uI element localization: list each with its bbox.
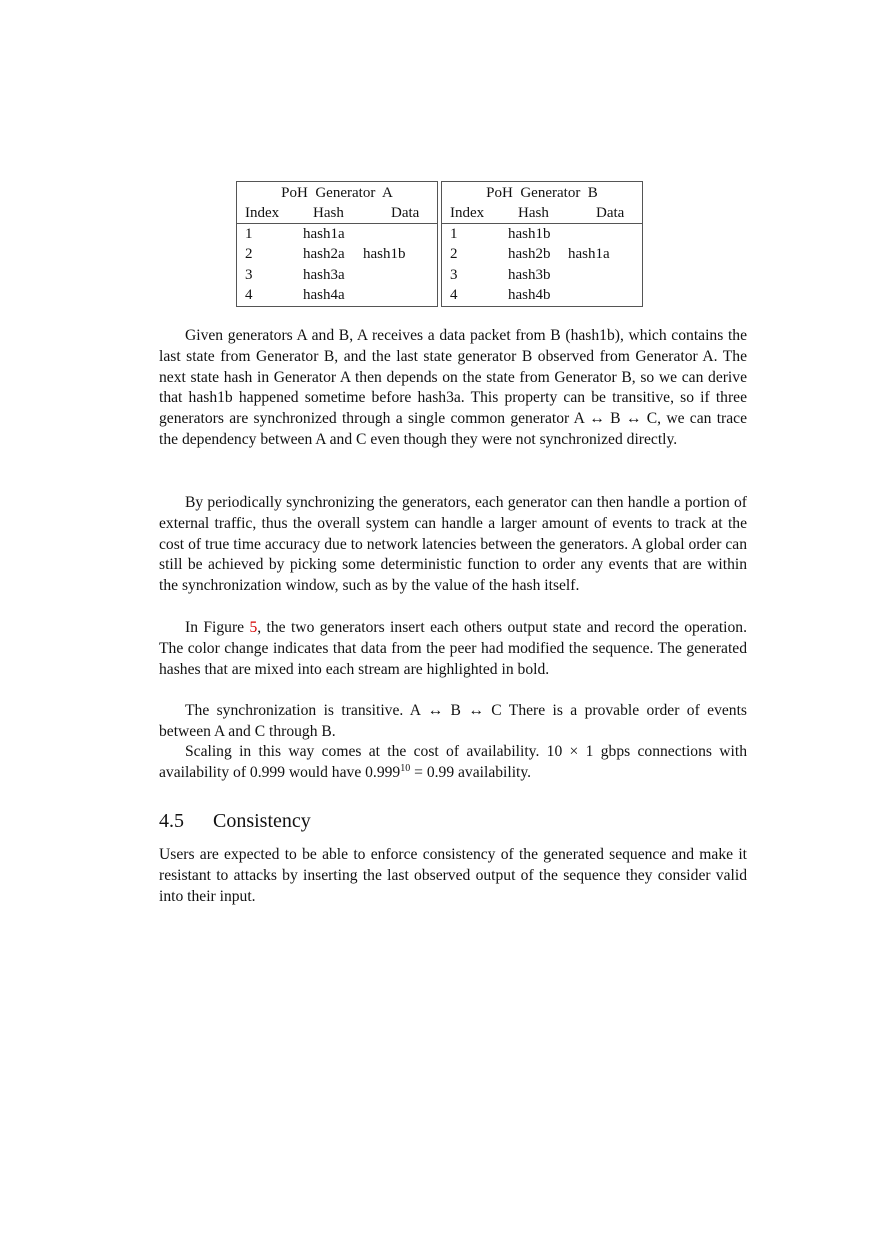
cell-hash: hash1a bbox=[303, 226, 345, 242]
table-row bbox=[442, 265, 642, 285]
header-hash: Hash bbox=[518, 205, 549, 221]
table-row bbox=[237, 285, 437, 305]
paragraph-text: , the two generators insert each others output state and record the operation. The color change indicates that data from the peer had modified the sequence. The generated hashes that are mixed into each stream are highlighted in bold. bbox=[159, 619, 748, 678]
figure-link[interactable]: 5 bbox=[249, 619, 258, 636]
table-row bbox=[237, 265, 437, 285]
exponent: 10 bbox=[400, 762, 411, 774]
cell-index: 4 bbox=[245, 287, 253, 303]
poh-generator-a-table bbox=[236, 181, 438, 307]
cell-index: 3 bbox=[245, 267, 253, 283]
paragraph-text: In Figure bbox=[185, 619, 250, 636]
poh-generator-b-table bbox=[441, 181, 643, 307]
header-hash: Hash bbox=[313, 205, 344, 221]
section-number: 4.5 bbox=[159, 810, 184, 832]
paragraph-figure-reference bbox=[159, 618, 747, 680]
cell-index: 1 bbox=[450, 226, 458, 242]
cell-index: 1 bbox=[245, 226, 253, 242]
table-row bbox=[442, 244, 642, 264]
cell-hash: hash3a bbox=[303, 267, 345, 283]
section-heading bbox=[159, 807, 311, 835]
cell-index: 4 bbox=[450, 287, 458, 303]
cell-hash: hash3b bbox=[508, 267, 551, 283]
header-index: Index bbox=[450, 205, 485, 221]
cell-hash: hash2a bbox=[303, 246, 345, 262]
header-data: Data bbox=[391, 205, 420, 221]
cell-hash: hash1b bbox=[508, 226, 551, 242]
table-row bbox=[442, 224, 642, 244]
cell-hash: hash4a bbox=[303, 287, 345, 303]
paragraph-consistency: Users are expected to be able to enforce consistency of the generated sequence and make it resistant to attacks by inserting the last observed output of the sequence they consider valid into their input. bbox=[159, 846, 747, 905]
paragraph-text: Scaling in this way comes at the cost of availability. 10 × 1 gbps connections with availability of 0.999 would have 0.999 bbox=[159, 743, 747, 781]
table-row bbox=[237, 244, 437, 264]
cell-data: hash1a bbox=[568, 246, 610, 262]
table-row bbox=[237, 224, 437, 244]
table-header-row bbox=[442, 203, 642, 224]
table-title: PoH Generator B bbox=[486, 185, 598, 201]
table-row bbox=[442, 285, 642, 305]
table-title: PoH Generator A bbox=[281, 185, 393, 201]
paragraph-generators: Given generators A and B, A receives a data packet from B (hash1b), which contains the last state from Generator B, and the last state generator B observed from Generator A. The next state hash in Generator A then depends on the state from Generator B, so we can derive that hash1b happened sometime before hash3a. This property can be transitive, so if three generators are synchronized through a single common generator A ↔ B ↔ C, we can trace the dependency between A and C even though they were not synchronized directly. bbox=[159, 327, 747, 448]
header-index: Index bbox=[245, 205, 280, 221]
cell-index: 2 bbox=[450, 246, 458, 262]
paragraph-text: = 0.99 availability. bbox=[410, 763, 532, 781]
paragraph-scaling bbox=[159, 742, 747, 784]
section-title: Consistency bbox=[213, 810, 311, 832]
header-data: Data bbox=[596, 205, 625, 221]
cell-index: 2 bbox=[245, 246, 253, 262]
paragraph-periodic-sync: By periodically synchronizing the generators, each generator can then handle a portion of external traffic, thus the overall system can handle a larger amount of events to track at the cost of true time accuracy due to network latencies between the generators. A global order can still be achieved by picking some deterministic function to order any events that are within the synchronization window, such as by the value of the hash itself. bbox=[159, 494, 747, 595]
cell-data: hash1b bbox=[363, 246, 406, 262]
cell-hash: hash2b bbox=[508, 246, 551, 262]
table-header-row bbox=[237, 203, 437, 224]
cell-hash: hash4b bbox=[508, 287, 551, 303]
paragraph-transitive: The synchronization is transitive. A ↔ B ↔ C There is a provable order of events between A and C through B. bbox=[159, 702, 747, 740]
cell-index: 3 bbox=[450, 267, 458, 283]
